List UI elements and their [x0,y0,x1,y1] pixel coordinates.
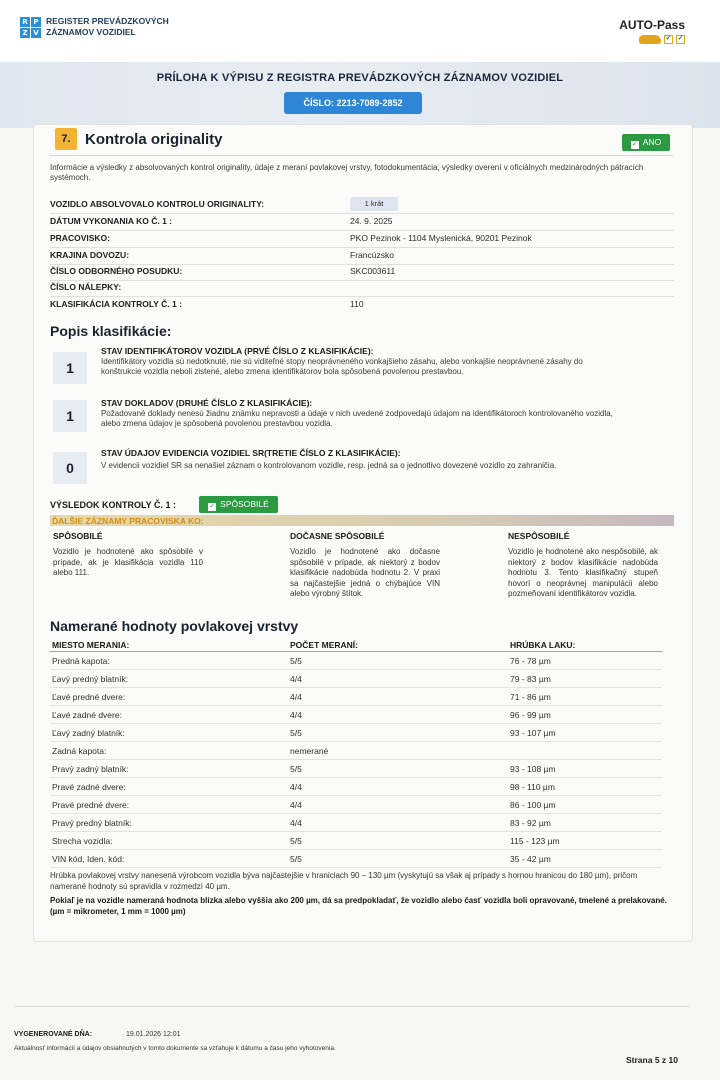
info-label: KLASIFIKÁCIA KONTROLY Č. 1 : [50,299,182,309]
rpzv-logo [20,16,169,38]
measurement-count: 5/5 [290,854,302,864]
paint-thickness: 86 - 100 µm [510,800,556,810]
measurement-location: Pravý zadný blatník: [52,764,129,774]
page-number: Strana 5 z 10 [626,1055,678,1065]
measurement-count: nemerané [290,746,329,756]
table-row [50,706,662,724]
section-number: 7. [55,128,77,150]
measurement-location: Predná kapota: [52,656,110,666]
result-badge-label: SPÔSOBILÉ [220,499,269,509]
table-row [50,760,662,778]
logo-letter: R [20,17,30,27]
classification-digit: 1 [53,400,87,432]
measurement-count: 4/4 [290,692,302,702]
info-value: Francúzsko [350,250,394,260]
measurement-location: Pravé zadné dvere: [52,782,126,792]
table-row [50,832,662,850]
category-title: DOČASNE SPÔSOBILÉ [290,531,385,541]
measurement-count: 4/4 [290,800,302,810]
info-value-pill: 1 krát [350,197,398,211]
autopass-title: AUTO-Pass [619,18,685,32]
workshop-records-strip [50,515,674,526]
logo-text [46,16,169,38]
category-text: Vozidlo je hodnotené ako nespôsobilé, ak niektorý z bodov klasifikácie nadobúda hodnotu 3. Tento klasifikačný stupeň hovorí o neoprávnej manipulácii alebo pozmeňovaní identifikátorov vozidla. [508,547,658,598]
logo-letter: V [31,28,41,38]
measurement-count: 5/5 [290,836,302,846]
category-title: SPÔSOBILÉ [53,531,103,541]
divider [49,155,673,156]
logo-letter: Z [20,28,30,38]
measurement-warning: Pokiaľ je na vozidle nameraná hodnota blízka alebo vyššia ako 200 µm, dá sa predpokladať, že vozidlo alebo časť vozidla boli opravované, tmelené a prelakované. (µm = mikrometer, 1 mm = 1000 µm) [50,896,667,916]
info-label: PRACOVISKO: [50,233,110,243]
classification-digit: 0 [53,452,87,484]
logo-line-2: ZÁZNAMOV VOZIDIEL [46,27,136,37]
info-row [50,248,674,265]
info-label: ČÍSLO ODBORNÉHO POSUDKU: [50,266,183,276]
document-number-badge: ČÍSLO: 2213-7089-2852 [284,92,422,114]
classification-text: Požadované doklady nenesú žiadnu známku nepravosti a údaje v nich uvedené zodpovedajú údajom na identifikátoroch kontrolovaného vozidla, alebo zmena údajov je spôsobená povolenou prestavbou vozidla. [101,409,613,428]
info-value: 24. 9. 2025 [350,216,393,226]
generated-value: 19.01.2026 12:01 [126,1031,181,1038]
info-row [50,197,674,214]
measurement-count: 4/4 [290,674,302,684]
measurement-count: 5/5 [290,728,302,738]
page-header [0,0,720,62]
result-badge [199,496,278,513]
paint-thickness: 79 - 83 µm [510,674,551,684]
paint-thickness: 93 - 107 µm [510,728,556,738]
table-row [50,724,662,742]
logo-letter: P [31,17,41,27]
check-icon: ✓ [209,503,216,510]
info-label: VOZIDLO ABSOLVOVALO KONTROLU ORIGINALITY: [50,199,265,209]
measurement-location: VIN kód, Iden. kód: [52,854,125,864]
column-header: POČET MERANÍ: [290,640,358,650]
info-label: KRAJINA DOVOZU: [50,250,130,260]
measurement-location: Ľavé predné dvere: [52,692,126,702]
ano-badge [622,134,670,151]
info-row [50,214,674,231]
workshop-records-label: ĎALŠIE ZÁZNAMY PRACOVISKA KO: [52,516,204,526]
info-row [50,297,674,314]
measurement-location: Pravý predný blatník: [52,818,132,828]
car-icon [639,35,661,44]
classification-heading: Popis klasifikácie: [50,323,172,339]
classification-digit: 1 [53,352,87,384]
checkbox-icon: ✓ [677,35,684,42]
checkbox-icon: ✓ [665,35,672,42]
measurement-count: 4/4 [290,782,302,792]
info-row [50,280,674,297]
autopass-logo [619,18,685,44]
measurement-location: Pravé predné dvere: [52,800,130,810]
section-intro: Informácie a výsledky z absolvovaných kontrol originality, údaje z meraní povlakovej vrstvy, fotodokumentácia, výsledky overení v oficiálnych medzinárodných pátracích systémoch. [50,163,644,182]
paint-thickness: 115 - 123 µm [510,836,560,846]
measurement-count: 5/5 [290,764,302,774]
category-text: Vozidlo je hodnotené ako spôsobilé v prípade, ak je klasifikácia vozidla 110 alebo 111. [53,547,203,577]
generated-label: VYGENEROVANÉ DŇA: [14,1031,93,1038]
measurement-location: Ľavý zadný blatník: [52,728,125,738]
info-value: PKO Pezinok - 1104 Myslenická, 90201 Pezinok [350,233,532,243]
autopass-icons [619,35,685,44]
measurement-note: Hrúbka povlakovej vrstvy nanesená výrobcom vozidla býva najčastejšie v hraniciach 90 – 130 µm (vyskytujú sa však aj prípady s hornou hranicou do 180 µm), pričom namerané hodnoty sú spravidla v rozmedzí 40 µm. [50,871,638,891]
info-row [50,231,674,248]
table-row [50,778,662,796]
measurement-location: Strecha vozidla: [52,836,113,846]
info-value: SKC003611 [350,266,396,276]
table-row [50,742,662,760]
classification-text: Identifikátory vozidla sú nedotknuté, nie sú viditeľné stopy neoprávneného vonkajšieho zásahu, alebo vonkajšie neoprávnené zásahy do konštrukcie vozidla neboli zistené, alebo zmena identifikátorov bola spôsobená povolenou prestavbou. [101,357,583,376]
classification-title: STAV IDENTIFIKÁTOROV VOZIDLA (PRVÉ ČÍSLO Z KLASIFIKÁCIE): [101,346,374,356]
measurement-count: 4/4 [290,818,302,828]
table-row [50,652,662,670]
check-icon: ✓ [631,141,638,148]
paint-thickness: 71 - 86 µm [510,692,551,702]
info-row [50,264,674,281]
category-text: Vozidlo je hodnotené ako dočasne spôsobilé v prípade, ak niektorý z bodov klasifikácie nadobúda hodnotu 2. V praxi sa najčastejšie jedná o chýbajúce VIN alebo výrobný štítok. [290,547,440,598]
table-row [50,850,662,868]
category-title: NESPÔSOBILÉ [508,531,570,541]
footer-divider [14,1006,690,1007]
info-label: ČÍSLO NÁLEPKY: [50,282,122,292]
measurement-location: Ľavé zadné dvere: [52,710,122,720]
measurement-count: 5/5 [290,656,302,666]
document-banner [0,62,720,128]
section-title: Kontrola originality [85,131,223,148]
paint-thickness: 35 - 42 µm [510,854,551,864]
ano-badge-label: ANO [642,137,662,147]
table-row [50,796,662,814]
paint-thickness: 98 - 110 µm [510,782,555,792]
column-header: MIESTO MERANIA: [52,640,130,650]
classification-title: STAV ÚDAJOV EVIDENCIA VOZIDIEL SR(TRETIE ČÍSLO Z KLASIFIKÁCIE): [101,448,401,458]
paint-thickness: 96 - 99 µm [510,710,551,720]
paint-thickness: 76 - 78 µm [510,656,551,666]
info-value: 110 [350,299,364,309]
document-title: PRÍLOHA K VÝPISU Z REGISTRA PREVÁDZKOVÝCH ZÁZNAMOV VOZIDIEL [156,72,564,84]
result-label: VÝSLEDOK KONTROLY Č. 1 : [50,500,177,510]
measurement-count: 4/4 [290,710,302,720]
classification-text: V evidencii vozidiel SR sa nenašiel záznam o kontrolovanom vozidle, resp. jedná sa o jednotlivo dovezené vozidlo zo zahraničia. [101,461,557,470]
paint-thickness: 93 - 108 µm [510,764,556,774]
rpzv-logo-icon [20,17,41,38]
table-row [50,814,662,832]
classification-title: STAV DOKLADOV (DRUHÉ ČÍSLO Z KLASIFIKÁCIE): [101,398,313,408]
logo-line-1: REGISTER PREVÁDZKOVÝCH [46,16,169,26]
table-row [50,670,662,688]
paint-thickness: 83 - 92 µm [510,818,551,828]
table-row [50,688,662,706]
measurement-location: Ľavý predný blatník: [52,674,129,684]
column-header: HRÚBKA LAKU: [510,640,576,650]
measurement-location: Zadná kapota: [52,746,107,756]
info-label: DÁTUM VYKONANIA KO Č. 1 : [50,216,172,226]
footer-note: Aktuálnosť informácií a údajov obsiahnutých v tomto dokumente sa vzťahuje k dátumu a času jeho vyhotovenia. [14,1045,336,1052]
measurements-heading: Namerané hodnoty povlakovej vrstvy [50,618,299,634]
